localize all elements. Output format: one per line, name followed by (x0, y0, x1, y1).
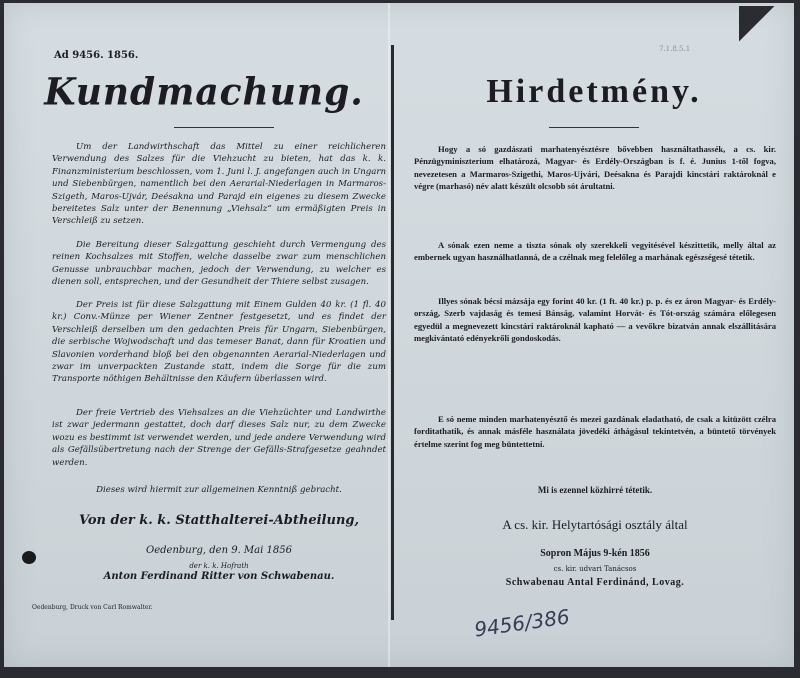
hungarian-paragraph-2: A sónak ezen neme a tiszta sónak oly szerekkeli vegyitésével készittetik, melly által az embernek ugyan használhatlanná, de a czélnak meg felelőleg a marhának egészségesé tétetik. (414, 240, 776, 263)
german-paragraph-4: Der freie Vertrieb des Viehsalzes an die Viehzüchter und Landwirthe ist zwar jedermann gestattet, doch darf dieses Salz nur, zu dem Zwecke wozu es bestimmt ist verwendet werden, und jede andere Verwendung wird als Gefällsübertretung nach der Strenge der Gefälls-Strafgesetze geahndet werden. (52, 408, 386, 468)
paper-sheet (4, 3, 794, 667)
german-closing: Dieses wird hiermit zur allgemeinen Kenntniß gebracht. (96, 485, 342, 495)
hungarian-title: Hirdetmény. (486, 73, 702, 110)
german-rank: der k. k. Hofrath (189, 562, 249, 570)
fold-line (388, 3, 390, 667)
german-paragraph-3: Der Preis ist für diese Salzgattung mit Einem Gulden 40 kr. (1 fl. 40 kr.) Conv.-Münze per Wiener Zentner festgesetzt, und es findet der Verschleiß derselben um den gedachten Preis für Ungarn, Siebenbürgen, die serbische Wojwodschaft und das temeser Banat, dann für Kroatien und Slavonien vorderhand bloß bei den obgenannten Aerarial-Niederlagen und zwar im unverpackten Zustande statt, indem die Sorge für die zum Transporte nöthigen Behältnisse den Käufern überlassen wird. (52, 300, 386, 385)
german-signer: Anton Ferdinand Ritter von Schwabenau. (103, 571, 335, 582)
handwritten-mark: 9456/386 (472, 604, 572, 642)
hungarian-authority: A cs. kir. Helytartósági osztály által (502, 517, 688, 532)
german-paragraph-1: Um der Landwirthschaft das Mittel zu einer reichlicheren Verwendung des Salzes für die Viehzucht zu bieten, hat das k. k. Finanzministerium beschlossen, vom 1. Juni l. J. angefangen auch in Ungarn und Siebenbürgen, namentlich bei den Aerarial-Niederlagen in Marmaros-Szigeth, Maros-Ujvár, Deésakna und Parajd ein eigenes zu diesem Zwecke bereitetes Salz unter der Benennung „Viehsalz“ um ermäßigten Preis in Verschleiß zu setzen. (52, 142, 386, 227)
hungarian-paragraph-1: Hogy a só gazdászati marhatenyésztésre bővebben használtathassék, a cs. kir. Pénzügyminiszterium elhatározá, Magyar- és Erdély-Országban is f. é. Junius 1-től fogva, nevezetesen a Marmaros-Szigethi, Maros-Ujvári, Deésakna és Parajdi kincstári raktároknál e végre (marhasó) név alatt készült olcsobb sót árultatni. (414, 144, 776, 192)
hungarian-rank: cs. kir. udvari Tanácsos (553, 565, 637, 573)
hungarian-place-date: Sopron Május 9-kén 1856 (540, 548, 650, 559)
hungarian-signer: Schwabenau Antal Ferdinánd, Lovag. (505, 577, 685, 588)
german-title: Kundmachung. (44, 69, 364, 115)
german-title-rule (174, 127, 274, 128)
printer-line: Oedenburg, Druck von Carl Romwalter. (32, 604, 153, 611)
german-place-date: Oedenburg, den 9. Mai 1856 (146, 545, 292, 556)
wax-seal-hole (22, 551, 36, 564)
hungarian-closing: Mi is ezennel közhirré tétetik. (537, 485, 653, 495)
torn-corner (739, 6, 799, 46)
pencil-note: 7.1.8.5.1 (659, 45, 691, 53)
reference-number: Ad 9456. 1856. (54, 50, 139, 61)
hungarian-paragraph-3: Illyes sónak bécsi mázsája egy forint 40 kr. (1 ft. 40 kr.) p. p. és ez áron Magyar- és Erdély-ország, Szerb vajdaság és temesi Bánság, valamint Horvát- és Tót-ország számára előlegesen egyedül a megnevezett kincstári raktároknál kapható — a vevőkre bizatván annak elszállitására megkivántató edényekrőli gondoskodás. (414, 296, 776, 344)
german-authority: Von der k. k. Statthalterei-Abtheilung, (78, 513, 360, 528)
column-divider (391, 45, 394, 620)
german-paragraph-2: Die Bereitung dieser Salzgattung geschieht durch Vermengung des reinen Kochsalzes mit Stoffen, welche dasselbe zwar zum menschlichen Genusse unbrauchbar machen, jedoch der Verwendung, zu welcher es dienen soll, entsprechen, und der Gesundheit der Thiere selbst zusagen. (52, 240, 386, 288)
hungarian-paragraph-4: E só neme minden marhatenyésztő és mezei gazdának eladatható, de csak a kitüzött czélra forditathatik, és annak másféle használata jövedéki áthágásul tekintetvén, a büntető törvények értelme szerint fog meg büntettetni. (414, 414, 776, 449)
hungarian-title-rule (549, 127, 639, 128)
